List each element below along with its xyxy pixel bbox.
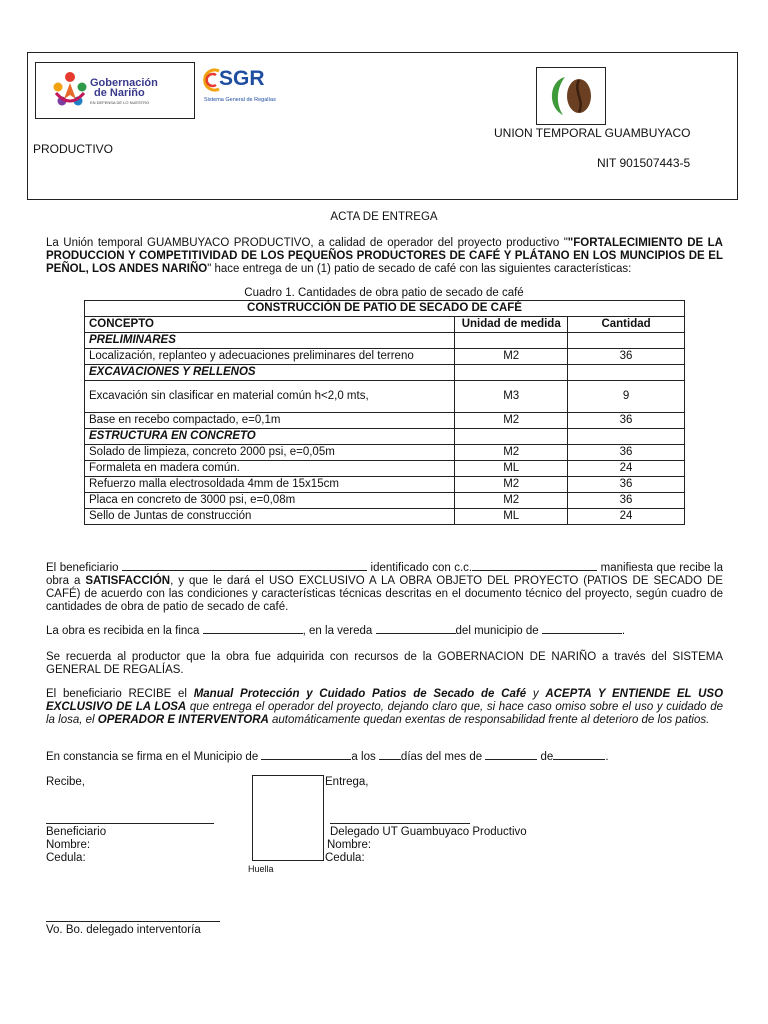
text: del municipio de [455,625,542,637]
row-concepto: Sello de Juntas de construcción [85,509,455,525]
text: La obra es recibida en la finca [46,625,203,637]
header-unidad: Unidad de medida [455,317,568,333]
section-excavaciones: EXCAVACIONES Y RELLENOS [85,365,455,381]
text: El beneficiario [46,562,123,574]
mes-blank[interactable] [485,759,537,760]
text: de [537,751,554,763]
table-row [85,381,685,413]
table-row [85,461,685,477]
table-row [85,477,685,493]
table-row [85,445,685,461]
sgr-subtext: Sistema General de Regalías [204,97,276,103]
quantities-table [84,300,685,525]
logo-text-line2: de Nariño [94,87,145,99]
text: . [605,751,609,763]
text: días del mes de [400,751,486,763]
row-unidad: M2 [455,413,568,429]
project-name: "FORTALECIMIENTO DE LA PRODUCCION Y COMPETITIVIDAD DE LOS PEQUEÑOS PRODUCTORES DE CAFÉ Y PLÁTANO EN LOS MUNCIPIOS DE EL PEÑOL, LOS ANDES NARIÑO [46,237,723,275]
text: , y que le dará el [170,575,269,587]
table-caption: Cuadro 1. Cantidades de obra patio de secado de café [244,287,524,299]
document-title: ACTA DE ENTREGA [330,211,438,223]
municipio-blank[interactable] [542,633,622,634]
row-cantidad: 36 [568,413,685,429]
row-unidad: ML [455,461,568,477]
constancia-paragraph [46,751,723,764]
cc-blank[interactable] [472,570,597,571]
table-row [85,413,685,429]
operador-text: OPERADOR E INTERVENTORA [97,714,269,726]
acepta-text: ACEPTA Y ENTIENDE EL USO EXCLUSIVO DE LA LOSA [46,688,724,713]
table-title: CONSTRUCCIÓN DE PATIO DE SECADO DE CAFÉ [85,301,685,317]
nombre-label-2: Nombre: [327,839,372,851]
text: El beneficiario RECIBE el [46,688,194,700]
table-row [85,349,685,365]
row-unidad: M2 [455,493,568,509]
row-concepto: Refuerzo malla electrosoldada 4mm de 15x15cm [85,477,455,493]
productivo-label: PRODUCTIVO [33,142,114,156]
row-cantidad: 36 [568,349,685,365]
row-concepto: Solado de limpieza, concreto 2000 psi, e=0,05m [85,445,455,461]
text: . [621,625,626,637]
section-estructura: ESTRUCTURA EN CONCRETO [85,429,455,445]
logo-text-line1: Gobernación [90,77,158,89]
beneficiario-paragraph [46,562,723,614]
table-row [85,509,685,525]
sgr-text: SGR [219,67,265,90]
recibe-label: Recibe, [46,776,85,788]
logo-tagline: EN DEFENSA DE LO NUESTRO [90,100,150,105]
nombre-label: Nombre: [46,839,91,851]
beneficiario-label: Beneficiario [46,826,107,838]
text: En constancia se firma en el Municipio de [46,751,262,763]
vereda-blank[interactable] [376,633,456,634]
text: , en la vereda [302,625,376,637]
row-concepto: Placa en concreto de 3000 psi, e=0,08m [85,493,455,509]
row-concepto: Excavación sin clasificar en material común h<2,0 mts, [85,381,455,413]
text: manifiesta que recibe la obra a [46,562,723,587]
row-unidad: M2 [455,445,568,461]
row-concepto: Localización, replanteo y adecuaciones preliminares del terreno [85,349,455,365]
satisfaccion-text: SATISFACCIÓN [85,575,171,587]
header-concepto: CONCEPTO [85,317,455,333]
row-cantidad: 36 [568,477,685,493]
coffee-bean-icon [545,71,599,121]
huella-label: Huella [248,864,274,874]
cedula-label: Cedula: [46,852,86,864]
beneficiario-blank[interactable] [122,570,367,571]
manual-paragraph [46,688,723,727]
delegado-label: Delegado UT Guambuyaco Productivo [330,826,527,838]
text: (PATIOS DE SECADO DE CAFÉ) de acuerdo con las condiciones y características técnicas descritas en el documento técnico del proyecto, según cuadro de cantidades de obra de patio de secado de café. [46,575,723,613]
text: automáticamente quedan exentas de responsabilidad frente al deterioro de los patios. [268,714,710,726]
company-name: UNION TEMPORAL GUAMBUYACO [494,126,691,140]
header-cantidad: Cantidad [568,317,685,333]
text: que entrega el operador del proyecto, dejando claro que, si hace caso omiso sobre el uso y cuidado de la losa, el [46,701,724,726]
text: y [526,688,546,700]
text: a los [351,751,379,763]
row-unidad: M2 [455,477,568,493]
sgr-logo [203,67,283,107]
row-cantidad: 9 [568,381,685,413]
uso-exclusivo-text: USO EXCLUSIVO A LA OBRA OBJETO DEL PROYECTO [268,575,579,587]
intro-text-1: La Unión temporal GUAMBUYACO PRODUCTIVO, a calidad de operador del proyecto productivo " [46,237,568,249]
row-unidad: M2 [455,349,568,365]
row-cantidad: 24 [568,509,685,525]
vobo-label: Vo. Bo. delegado interventoría [46,924,201,936]
huella-box[interactable] [252,775,324,861]
table-row [85,493,685,509]
signature-line-delegado[interactable] [330,823,470,824]
row-cantidad: 36 [568,493,685,509]
intro-paragraph [46,237,723,276]
recuerda-paragraph: Se recuerda al productor que la obra fue adquirida con recursos de la GOBERNACION DE NARIÑO a través del SISTEMA GENERAL DE REGALÍAS. [46,651,723,676]
municipio-firma-blank[interactable] [261,759,351,760]
intro-text-2: " hace entrega de un (1) patio de secado de café con las siguientes características: [207,263,632,275]
row-unidad: ML [455,509,568,525]
section-preliminares: PRELIMINARES [85,333,455,349]
dias-blank[interactable] [379,759,401,760]
row-concepto: Formaleta en madera común. [85,461,455,477]
row-cantidad: 24 [568,461,685,477]
finca-paragraph [46,625,723,638]
gobernacion-emblem-icon [50,69,90,113]
nit-label: NIT 901507443-5 [597,156,691,170]
entrega-label: Entrega, [325,776,369,788]
finca-blank[interactable] [203,633,303,634]
manual-title: Manual Protección y Cuidado Patios de Secado de Café [193,688,527,700]
row-concepto: Base en recebo compactado, e=0,1m [85,413,455,429]
cedula-label-2: Cedula: [325,852,365,864]
gobernacion-logo [35,62,195,119]
signature-line-beneficiario[interactable] [46,823,214,824]
row-unidad: M3 [455,381,568,413]
ut-logo [536,67,606,125]
anio-blank[interactable] [553,759,605,760]
signature-line-interventoria[interactable] [46,921,220,922]
row-cantidad: 36 [568,445,685,461]
text: identificado con c.c. [367,562,473,574]
